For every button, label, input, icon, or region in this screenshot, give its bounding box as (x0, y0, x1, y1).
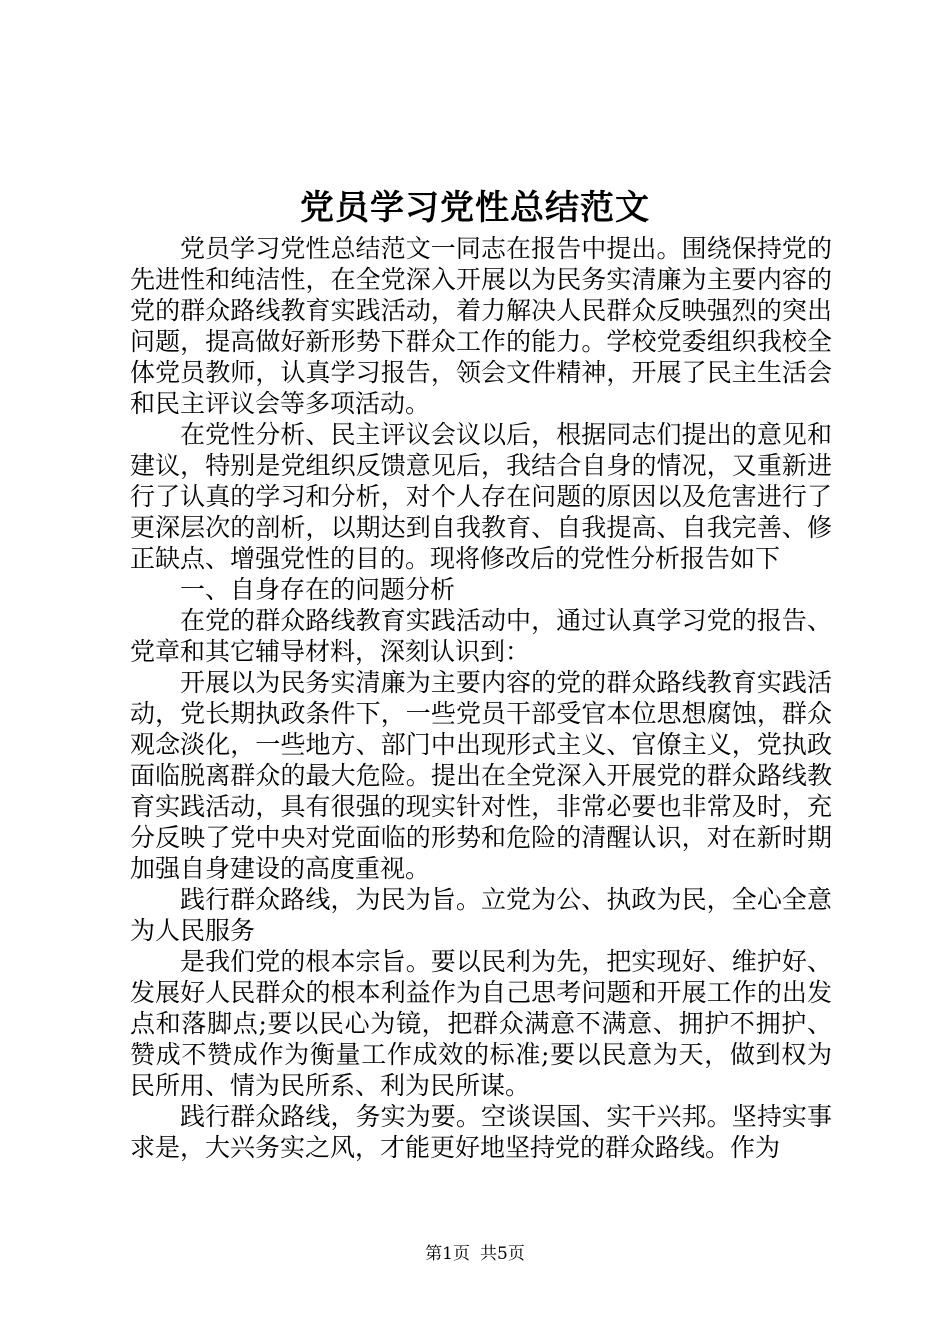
page-title: 党员学习党性总结范文 (300, 188, 650, 228)
paragraph-4: 开展以为民务实清廉为主要内容的党的群众路线教育实践活动，党长期执政条件下，一些党员干部受官本位思想腐蚀，群众观念淡化，一些地方、部门中出现形式主义、官僚主义，党执政面临脱离群众的最大危险。提出在全党深入开展党的群众路线教育实践活动，具有很强的现实针对性，非常必要也非常及时，充分反映了党中央对党面临的形势和危险的清醒认识，对在新时期加强自身建设的高度重视。 (130, 668, 832, 883)
paragraph-1: 党员学习党性总结范文一同志在报告中提出。围绕保持党的先进性和纯洁性，在全党深入开展以为民务实清廉为主要内容的党的群众路线教育实践活动，着力解决人民群众反映强烈的突出问题，提高做好新形势下群众工作的能力。学校党委组织我校全体党员教师，认真学习报告，领会文件精神，开展了民主生活会和民主评议会等多项活动。 (130, 234, 832, 418)
paragraph-2: 在党性分析、民主评议会议以后，根据同志们提出的意见和建议，特别是党组织反馈意见后，我结合自身的情况，又重新进行了认真的学习和分析，对个人存在问题的原因以及危害进行了更深层次的剖析，以期达到自我教育、自我提高、自我完善、修正缺点、增强党性的目的。现将修改后的党性分析报告如下 (130, 420, 832, 573)
page-footer (0, 1242, 950, 1266)
paragraph-5: 践行群众路线，为民为旨。立党为公、执政为民，全心全意为人民服务 (130, 885, 832, 945)
paragraph-3: 在党的群众路线教育实践活动中，通过认真学习党的报告、党章和其它辅导材料，深刻认识到： (130, 606, 832, 666)
paragraph-7: 践行群众路线，务实为要。空谈误国、实干兴邦。坚持实事求是，大兴务实之风，才能更好地坚持党的群众路线。作为 (130, 1102, 832, 1162)
section-heading: 一、自身存在的问题分析 (180, 575, 456, 604)
page-number-current: 第1页 (425, 1244, 470, 1264)
paragraph-6: 是我们党的根本宗旨。要以民利为先，把实现好、维护好、发展好人民群众的根本利益作为自己思考问题和开展工作的出发点和落脚点;要以民心为镜，把群众满意不满意、拥护不拥护、赞成不赞成作为衡量工作成效的标准;要以民意为天，做到权为民所用、情为民所系、利为民所谋。 (130, 947, 832, 1100)
page-number-total: 共5页 (480, 1244, 525, 1264)
document-body (130, 233, 832, 1163)
